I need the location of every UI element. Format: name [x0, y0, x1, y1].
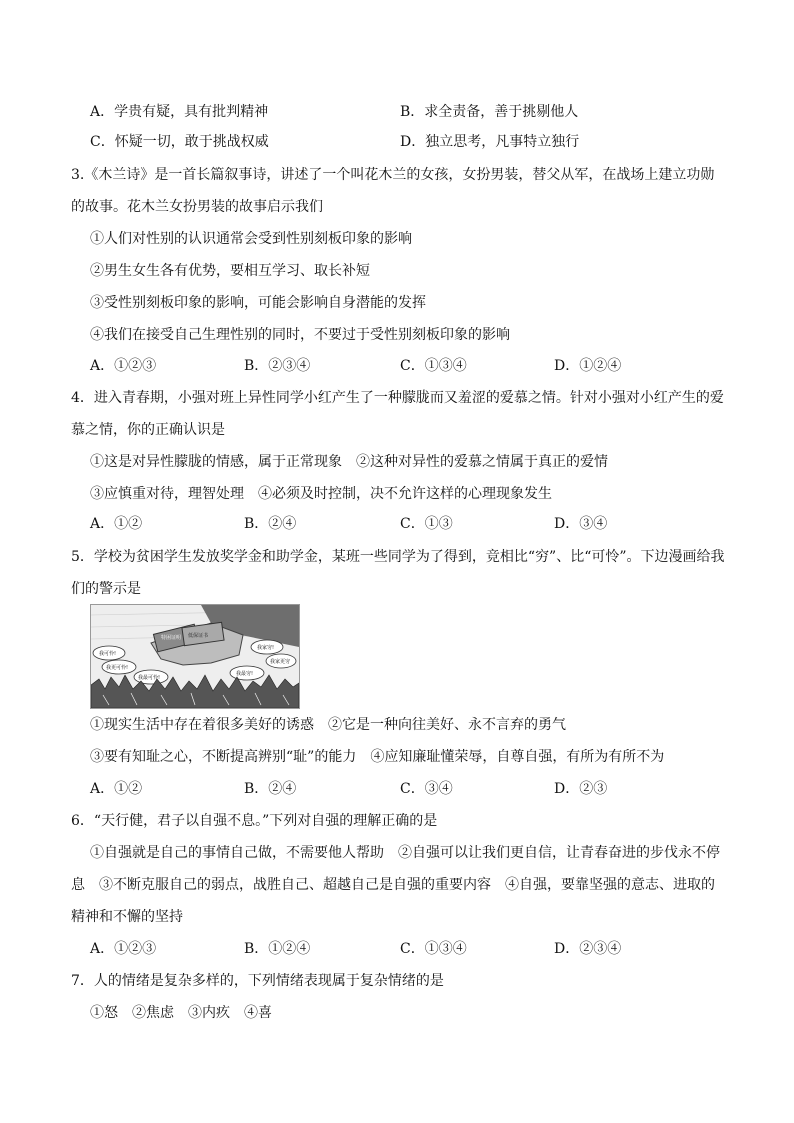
q5-option-b: B．②④ — [244, 781, 297, 797]
q5-option-a: A．①② — [90, 781, 143, 797]
q6-statements-line2: 息 ③不断克服自己的弱点，战胜自己、超越自己是自强的重要内容 ④自强，要靠坚强的意志、进取的 — [71, 877, 715, 893]
q6-stem: 6．“天行健，君子以自强不息。”下列对自强的理解正确的是 — [71, 813, 438, 829]
bubble-5: 我家更穷 — [270, 659, 291, 665]
q2-option-b: B．求全责备，善于挑剔他人 — [400, 104, 579, 120]
q3-option-b: B．②③④ — [244, 358, 311, 374]
bubble-2: 我更可怜! — [106, 665, 129, 671]
q6-option-c: C．①③④ — [400, 941, 467, 957]
cartoon-illustration — [90, 604, 300, 709]
q4-option-a: A．①② — [90, 516, 143, 532]
q3-statement-3: ③受性别刻板印象的影响，可能会影响自身潜能的发挥 — [90, 295, 426, 311]
q4-statements-3-4: ③应慎重对待，理智处理 ④必须及时控制，决不允许这样的心理现象发生 — [90, 486, 552, 502]
q6-option-b: B．①②④ — [244, 941, 311, 957]
q5-stem-line1: 5．学校为贫困学生发放奖学金和助学金，某班一些同学为了得到，竞相比“穷”、比“可怜”。下边漫画给我 — [71, 549, 725, 565]
q2-option-d: D．独立思考，凡事特立独行 — [400, 134, 580, 150]
q4-statements-1-2: ①这是对异性朦胧的情感，属于正常现象 ②这种对异性的爱慕之情属于真正的爱情 — [90, 454, 608, 470]
q6-option-d: D．②③④ — [554, 941, 622, 957]
q6-statements-line1: ①自强就是自己的事情自己做，不需要他人帮助 ②自强可以让我们更自信，让青春奋进的步伐永不停 — [90, 845, 720, 861]
q4-stem-line2: 慕之情，你的正确认识是 — [71, 422, 225, 438]
q3-option-c: C．①③④ — [400, 358, 467, 374]
q7-statements: ①怒 ②焦虑 ③内疚 ④喜 — [90, 1005, 272, 1021]
certificate-2: 低保证书 — [188, 633, 209, 639]
bubble-6: 我最穷! — [236, 671, 254, 677]
q3-stem-line1: 3.《木兰诗》是一首长篇叙事诗，讲述了一个叫花木兰的女孩，女扮男装，替父从军，在战场上建立功勋 — [71, 167, 715, 183]
q6-option-a: A．①②③ — [90, 941, 157, 957]
q3-option-a: A．①②③ — [90, 358, 157, 374]
q3-stem-line2: 的故事。花木兰女扮男装的故事启示我们 — [71, 199, 323, 215]
q5-option-d: D．②③ — [554, 781, 608, 797]
q5-option-c: C．③④ — [400, 781, 453, 797]
q5-stem-line2: 们的警示是 — [71, 581, 141, 597]
q7-stem: 7．人的情绪是复杂多样的，下列情绪表现属于复杂情绪的是 — [71, 973, 444, 989]
q4-option-b: B．②④ — [244, 516, 297, 532]
q2-option-c: C．怀疑一切，敢于挑战权威 — [90, 134, 269, 150]
q5-statements-1-2: ①现实生活中存在着很多美好的诱惑 ②它是一种向往美好、永不言弃的勇气 — [90, 717, 566, 733]
q4-option-c: C．①③ — [400, 516, 453, 532]
q5-statements-3-4: ③要有知耻之心，不断提高辨别“耻”的能力 ④应知廉耻懂荣辱，自尊自强，有所为有所不为 — [90, 749, 665, 765]
q4-option-d: D．③④ — [554, 516, 608, 532]
q3-statement-1: ①人们对性别的认识通常会受到性别刻板印象的影响 — [90, 231, 412, 247]
q2-option-a: A．学贵有疑，具有批判精神 — [90, 104, 269, 120]
q4-stem-line1: 4．进入青春期，小强对班上异性同学小红产生了一种朦胧而又羞涩的爱慕之情。针对小强对小红产生的爱 — [71, 390, 724, 406]
certificate-1: 特困证明 — [161, 635, 182, 641]
q3-statement-4: ④我们在接受自己生理性别的同时，不要过于受性别刻板印象的影响 — [90, 327, 510, 343]
q3-statement-2: ②男生女生各有优势，要相互学习、取长补短 — [90, 263, 370, 279]
cartoon-drawing — [91, 605, 299, 708]
bubble-4: 我家穷! — [257, 645, 275, 651]
bubble-3: 我最可怜! — [138, 675, 161, 681]
q3-option-d: D．①②④ — [554, 358, 622, 374]
q6-statements-line3: 精神和不懈的坚持 — [71, 909, 183, 925]
bubble-1: 我可怜! — [99, 651, 117, 657]
